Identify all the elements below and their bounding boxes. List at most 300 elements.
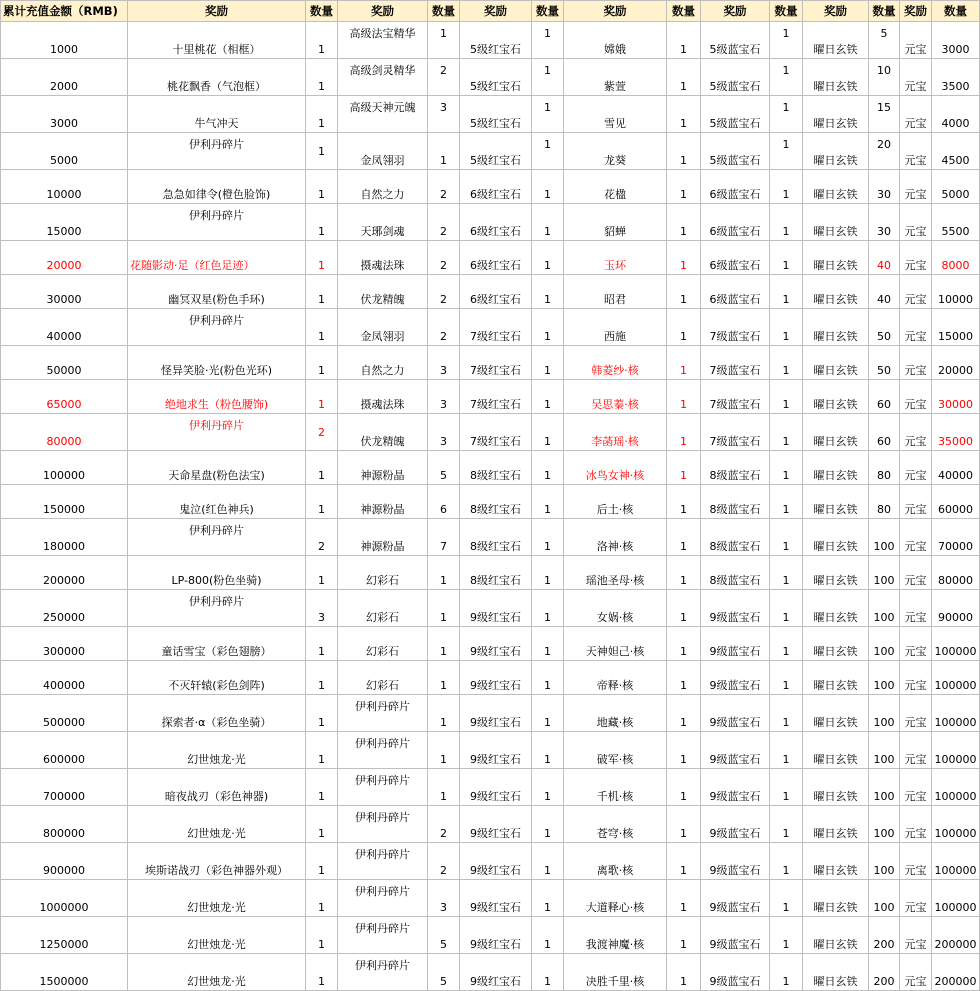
cell-r3: 5级红宝石 [460, 133, 532, 170]
cell-r6: 曜日玄铁 [803, 275, 869, 309]
cell-q7: 5500 [932, 204, 980, 241]
cell-q3: 1 [532, 769, 564, 806]
cell-q7: 100000 [932, 843, 980, 880]
cell-r4: 冰鸟女神·核 [564, 451, 667, 485]
cell-r7: 元宝 [900, 769, 932, 806]
header-reward-2: 奖励 [338, 1, 428, 22]
cell-q7: 100000 [932, 627, 980, 661]
cell-q2: 6 [428, 485, 460, 519]
cell-q5: 1 [770, 275, 803, 309]
cell-q4: 1 [667, 204, 701, 241]
cell-r1: 幻世烛龙·光 [128, 917, 306, 954]
cell-q4: 1 [667, 380, 701, 414]
table-row [1, 133, 980, 170]
cell-q6: 5 [869, 22, 900, 59]
cell-r6: 曜日玄铁 [803, 96, 869, 133]
cell-q4: 1 [667, 22, 701, 59]
cell-q2: 3 [428, 880, 460, 917]
cell-q2: 2 [428, 843, 460, 880]
cell-q3: 1 [532, 380, 564, 414]
cell-q1: 1 [306, 695, 338, 732]
header-qty-4: 数量 [667, 1, 701, 22]
cell-r4: 紫萱 [564, 59, 667, 96]
cell-q1: 1 [306, 556, 338, 590]
cell-q5: 1 [770, 241, 803, 275]
table-row [1, 806, 980, 843]
cell-q6: 100 [869, 661, 900, 695]
cell-amount: 900000 [1, 843, 128, 880]
cell-r4: 貂蝉 [564, 204, 667, 241]
cell-r3: 7级红宝石 [460, 346, 532, 380]
cell-q7: 100000 [932, 695, 980, 732]
cell-q6: 200 [869, 917, 900, 954]
cell-r6: 曜日玄铁 [803, 309, 869, 346]
cell-q5: 1 [770, 695, 803, 732]
cell-q4: 1 [667, 806, 701, 843]
cell-r6: 曜日玄铁 [803, 414, 869, 451]
cell-q5: 1 [770, 843, 803, 880]
cell-q4: 1 [667, 843, 701, 880]
cell-q4: 1 [667, 917, 701, 954]
cell-r4: 后土·核 [564, 485, 667, 519]
cell-q1: 1 [306, 843, 338, 880]
cell-r1: 急急如律令(橙色脸饰) [128, 170, 306, 204]
table-row [1, 661, 980, 695]
cell-q1: 1 [306, 380, 338, 414]
cell-r7: 元宝 [900, 414, 932, 451]
cell-q5: 1 [770, 661, 803, 695]
cell-r7: 元宝 [900, 627, 932, 661]
cell-q3: 1 [532, 414, 564, 451]
cell-r2: 摄魂法珠 [338, 241, 428, 275]
cell-q5: 1 [770, 627, 803, 661]
cell-q7: 100000 [932, 769, 980, 806]
cell-r3: 9级红宝石 [460, 843, 532, 880]
cell-r3: 5级红宝石 [460, 22, 532, 59]
cell-r2: 幻彩石 [338, 627, 428, 661]
cell-r5: 9级蓝宝石 [701, 590, 770, 627]
cell-q5: 1 [770, 556, 803, 590]
cell-q2: 2 [428, 275, 460, 309]
cell-r6: 曜日玄铁 [803, 204, 869, 241]
cell-r1: 不灭轩辕(彩色剑阵) [128, 661, 306, 695]
header-reward-5: 奖励 [701, 1, 770, 22]
cell-q4: 1 [667, 695, 701, 732]
table-row [1, 843, 980, 880]
cell-q2: 3 [428, 96, 460, 133]
cell-q2: 1 [428, 22, 460, 59]
cell-r4: 韩菱纱·核 [564, 346, 667, 380]
cell-r2: 神源粉晶 [338, 485, 428, 519]
cell-q1: 1 [306, 309, 338, 346]
cell-r1: 幻世烛龙·光 [128, 732, 306, 769]
cell-r4: 西施 [564, 309, 667, 346]
cell-amount: 50000 [1, 346, 128, 380]
cell-r1: 伊利丹碎片 [128, 204, 306, 241]
cell-q1: 1 [306, 954, 338, 991]
header-reward-4: 奖励 [564, 1, 667, 22]
header-reward-3: 奖励 [460, 1, 532, 22]
cell-r4: 苍穹·核 [564, 806, 667, 843]
table-row [1, 346, 980, 380]
cell-q3: 1 [532, 695, 564, 732]
cell-amount: 40000 [1, 309, 128, 346]
cell-r1: 桃花飘香（气泡框） [128, 59, 306, 96]
cell-q7: 8000 [932, 241, 980, 275]
cell-q5: 1 [770, 451, 803, 485]
cell-q4: 1 [667, 346, 701, 380]
cell-r3: 9级红宝石 [460, 695, 532, 732]
cell-r4: 花楹 [564, 170, 667, 204]
cell-q4: 1 [667, 954, 701, 991]
cell-q1: 2 [306, 519, 338, 556]
cell-q3: 1 [532, 346, 564, 380]
cell-r3: 6级红宝石 [460, 170, 532, 204]
cell-q7: 3500 [932, 59, 980, 96]
cell-r4: 帝释·核 [564, 661, 667, 695]
cell-q5: 1 [770, 732, 803, 769]
cell-q6: 100 [869, 843, 900, 880]
cell-r7: 元宝 [900, 917, 932, 954]
cell-q5: 1 [770, 414, 803, 451]
cell-r7: 元宝 [900, 59, 932, 96]
cell-q3: 1 [532, 556, 564, 590]
cell-q4: 1 [667, 661, 701, 695]
cell-q5: 1 [770, 204, 803, 241]
cell-r6: 曜日玄铁 [803, 732, 869, 769]
cell-r6: 曜日玄铁 [803, 661, 869, 695]
cell-r6: 曜日玄铁 [803, 627, 869, 661]
cell-r1: 伊利丹碎片 [128, 414, 306, 451]
cell-q4: 1 [667, 769, 701, 806]
cell-q6: 100 [869, 556, 900, 590]
cell-r7: 元宝 [900, 806, 932, 843]
cell-q6: 30 [869, 170, 900, 204]
cell-q2: 3 [428, 380, 460, 414]
cell-q1: 3 [306, 590, 338, 627]
cell-q7: 35000 [932, 414, 980, 451]
cell-r5: 9级蓝宝石 [701, 880, 770, 917]
cell-q4: 1 [667, 170, 701, 204]
cell-q3: 1 [532, 590, 564, 627]
cell-q6: 200 [869, 954, 900, 991]
cell-r5: 6级蓝宝石 [701, 241, 770, 275]
cell-r6: 曜日玄铁 [803, 170, 869, 204]
cell-q6: 50 [869, 309, 900, 346]
cell-q7: 60000 [932, 485, 980, 519]
cell-q7: 90000 [932, 590, 980, 627]
cell-r6: 曜日玄铁 [803, 133, 869, 170]
cell-r7: 元宝 [900, 275, 932, 309]
cell-amount: 1000000 [1, 880, 128, 917]
cell-r6: 曜日玄铁 [803, 917, 869, 954]
cell-q3: 1 [532, 133, 564, 170]
cell-r2: 幻彩石 [338, 590, 428, 627]
table-row [1, 451, 980, 485]
cell-q3: 1 [532, 96, 564, 133]
cell-r2: 自然之力 [338, 170, 428, 204]
cell-r4: 雪见 [564, 96, 667, 133]
cell-q7: 10000 [932, 275, 980, 309]
cell-q2: 2 [428, 241, 460, 275]
cell-q3: 1 [532, 519, 564, 556]
cell-q5: 1 [770, 880, 803, 917]
cell-q6: 50 [869, 346, 900, 380]
cell-amount: 700000 [1, 769, 128, 806]
cell-amount: 65000 [1, 380, 128, 414]
cell-q1: 1 [306, 769, 338, 806]
cell-amount: 3000 [1, 96, 128, 133]
cell-q3: 1 [532, 732, 564, 769]
cell-r7: 元宝 [900, 241, 932, 275]
cell-r1: 鬼泣(红色神兵) [128, 485, 306, 519]
cell-r7: 元宝 [900, 380, 932, 414]
cell-q1: 1 [306, 170, 338, 204]
cell-r2: 高级法宝精华 [338, 22, 428, 59]
cell-q4: 1 [667, 590, 701, 627]
cell-q7: 30000 [932, 380, 980, 414]
cell-r2: 金凤翎羽 [338, 309, 428, 346]
cell-q3: 1 [532, 275, 564, 309]
cell-q5: 1 [770, 769, 803, 806]
table-row [1, 22, 980, 59]
cell-q2: 1 [428, 695, 460, 732]
table-row [1, 170, 980, 204]
cell-r3: 9级红宝石 [460, 661, 532, 695]
cell-r2: 天琊剑魂 [338, 204, 428, 241]
cell-r7: 元宝 [900, 732, 932, 769]
cell-q5: 1 [770, 485, 803, 519]
cell-r3: 9级红宝石 [460, 627, 532, 661]
cell-r1: 十里桃花（相框） [128, 22, 306, 59]
cell-q5: 1 [770, 346, 803, 380]
cell-r7: 元宝 [900, 661, 932, 695]
cell-q2: 1 [428, 661, 460, 695]
cell-q5: 1 [770, 917, 803, 954]
cell-q6: 100 [869, 769, 900, 806]
cell-amount: 150000 [1, 485, 128, 519]
header-qty-6: 数量 [869, 1, 900, 22]
cell-r5: 8级蓝宝石 [701, 556, 770, 590]
cell-q4: 1 [667, 59, 701, 96]
cell-q3: 1 [532, 661, 564, 695]
cell-q3: 1 [532, 451, 564, 485]
cell-q1: 1 [306, 241, 338, 275]
cell-q6: 100 [869, 695, 900, 732]
cell-r7: 元宝 [900, 695, 932, 732]
cell-r2: 高级剑灵精华 [338, 59, 428, 96]
cell-amount: 500000 [1, 695, 128, 732]
cell-r2: 伊利丹碎片 [338, 806, 428, 843]
header-qty-1: 数量 [306, 1, 338, 22]
cell-q7: 5000 [932, 170, 980, 204]
cell-q2: 5 [428, 954, 460, 991]
table-row [1, 59, 980, 96]
cell-r6: 曜日玄铁 [803, 346, 869, 380]
cell-r3: 9级红宝石 [460, 806, 532, 843]
cell-q1: 1 [306, 59, 338, 96]
cell-r5: 9级蓝宝石 [701, 661, 770, 695]
table-row [1, 556, 980, 590]
cell-q3: 1 [532, 59, 564, 96]
cell-q4: 1 [667, 96, 701, 133]
cell-q1: 1 [306, 133, 338, 170]
cell-q2: 1 [428, 732, 460, 769]
cell-r4: 瑶池圣母·核 [564, 556, 667, 590]
table-row [1, 241, 980, 275]
cell-r5: 9级蓝宝石 [701, 917, 770, 954]
cell-r6: 曜日玄铁 [803, 451, 869, 485]
cell-amount: 100000 [1, 451, 128, 485]
cell-r4: 天神妲己·核 [564, 627, 667, 661]
cell-r5: 9级蓝宝石 [701, 695, 770, 732]
cell-q7: 100000 [932, 732, 980, 769]
cell-r6: 曜日玄铁 [803, 22, 869, 59]
cell-r7: 元宝 [900, 170, 932, 204]
cell-r1: 怪异笑脸·光(粉色光环) [128, 346, 306, 380]
header-qty-2: 数量 [428, 1, 460, 22]
cell-r5: 5级蓝宝石 [701, 133, 770, 170]
cell-amount: 5000 [1, 133, 128, 170]
cell-r5: 9级蓝宝石 [701, 843, 770, 880]
cell-q4: 1 [667, 627, 701, 661]
cell-q2: 7 [428, 519, 460, 556]
cell-r7: 元宝 [900, 346, 932, 380]
cell-r5: 6级蓝宝石 [701, 275, 770, 309]
header-amount: 累计充值金额（RMB) [1, 1, 128, 22]
cell-r1: 幻世烛龙·光 [128, 880, 306, 917]
cell-amount: 2000 [1, 59, 128, 96]
cell-r6: 曜日玄铁 [803, 843, 869, 880]
cell-q3: 1 [532, 954, 564, 991]
cell-r5: 9级蓝宝石 [701, 806, 770, 843]
cell-r5: 7级蓝宝石 [701, 309, 770, 346]
cell-q3: 1 [532, 843, 564, 880]
cell-r7: 元宝 [900, 22, 932, 59]
cell-q3: 1 [532, 485, 564, 519]
cell-q1: 1 [306, 96, 338, 133]
cell-q4: 1 [667, 732, 701, 769]
cell-r7: 元宝 [900, 843, 932, 880]
cell-q4: 1 [667, 133, 701, 170]
cell-r3: 8级红宝石 [460, 485, 532, 519]
cell-r2: 幻彩石 [338, 556, 428, 590]
cell-q5: 1 [770, 170, 803, 204]
cell-r4: 玉环 [564, 241, 667, 275]
cell-q7: 20000 [932, 346, 980, 380]
cell-q2: 2 [428, 204, 460, 241]
cell-r4: 昭君 [564, 275, 667, 309]
cell-q2: 1 [428, 627, 460, 661]
cell-q7: 100000 [932, 880, 980, 917]
cell-r1: 暗夜战刃（彩色神器) [128, 769, 306, 806]
cell-q4: 1 [667, 519, 701, 556]
cell-r6: 曜日玄铁 [803, 485, 869, 519]
cell-r3: 8级红宝石 [460, 519, 532, 556]
cell-r4: 女娲·核 [564, 590, 667, 627]
table-row [1, 380, 980, 414]
cell-r2: 神源粉晶 [338, 451, 428, 485]
cell-r4: 千机·核 [564, 769, 667, 806]
cell-q1: 1 [306, 917, 338, 954]
cell-q2: 2 [428, 170, 460, 204]
cell-q5: 1 [770, 806, 803, 843]
cell-q6: 100 [869, 732, 900, 769]
cell-q3: 1 [532, 917, 564, 954]
cell-amount: 600000 [1, 732, 128, 769]
cell-r2: 伏龙精魄 [338, 414, 428, 451]
cell-q7: 40000 [932, 451, 980, 485]
cell-amount: 20000 [1, 241, 128, 275]
cell-r1: LP-800(粉色坐骑) [128, 556, 306, 590]
header-qty-5: 数量 [770, 1, 803, 22]
table-row [1, 769, 980, 806]
cell-r5: 5级蓝宝石 [701, 96, 770, 133]
cell-q3: 1 [532, 627, 564, 661]
cell-r7: 元宝 [900, 954, 932, 991]
cell-q2: 3 [428, 346, 460, 380]
cell-q7: 70000 [932, 519, 980, 556]
cell-r7: 元宝 [900, 590, 932, 627]
cell-r7: 元宝 [900, 556, 932, 590]
cell-q1: 2 [306, 414, 338, 451]
cell-r3: 7级红宝石 [460, 414, 532, 451]
cell-q6: 40 [869, 275, 900, 309]
cell-q1: 1 [306, 806, 338, 843]
cell-q2: 2 [428, 806, 460, 843]
cell-q7: 100000 [932, 806, 980, 843]
cell-r4: 我渡神魔·核 [564, 917, 667, 954]
cell-q2: 2 [428, 59, 460, 96]
cell-r7: 元宝 [900, 485, 932, 519]
cell-q2: 5 [428, 451, 460, 485]
cell-r5: 8级蓝宝石 [701, 485, 770, 519]
table-row [1, 204, 980, 241]
cell-r6: 曜日玄铁 [803, 806, 869, 843]
header-reward-1: 奖励 [128, 1, 306, 22]
cell-r1: 花随影动·足（红色足迹） [128, 241, 306, 275]
cell-r3: 7级红宝石 [460, 309, 532, 346]
cell-q6: 100 [869, 880, 900, 917]
cell-r4: 破军·核 [564, 732, 667, 769]
cell-q5: 1 [770, 519, 803, 556]
cell-r6: 曜日玄铁 [803, 695, 869, 732]
cell-r3: 6级红宝石 [460, 241, 532, 275]
cell-q5: 1 [770, 59, 803, 96]
cell-r5: 6级蓝宝石 [701, 204, 770, 241]
cell-q2: 5 [428, 917, 460, 954]
cell-r3: 9级红宝石 [460, 590, 532, 627]
cell-r6: 曜日玄铁 [803, 954, 869, 991]
cell-r1: 绝地求生（粉色腰饰) [128, 380, 306, 414]
cell-q2: 1 [428, 556, 460, 590]
cell-r3: 9级红宝石 [460, 917, 532, 954]
cell-q1: 1 [306, 661, 338, 695]
cell-r2: 自然之力 [338, 346, 428, 380]
cell-r3: 8级红宝石 [460, 556, 532, 590]
cell-r5: 9级蓝宝石 [701, 769, 770, 806]
cell-q6: 100 [869, 590, 900, 627]
cell-r1: 埃斯诺战刃（彩色神器外观） [128, 843, 306, 880]
cell-r6: 曜日玄铁 [803, 590, 869, 627]
cell-r1: 童话雪宝（彩色翅膀） [128, 627, 306, 661]
cell-amount: 800000 [1, 806, 128, 843]
cell-r7: 元宝 [900, 519, 932, 556]
cell-q2: 1 [428, 133, 460, 170]
cell-r2: 摄魂法珠 [338, 380, 428, 414]
cell-q6: 80 [869, 451, 900, 485]
cell-q5: 1 [770, 133, 803, 170]
